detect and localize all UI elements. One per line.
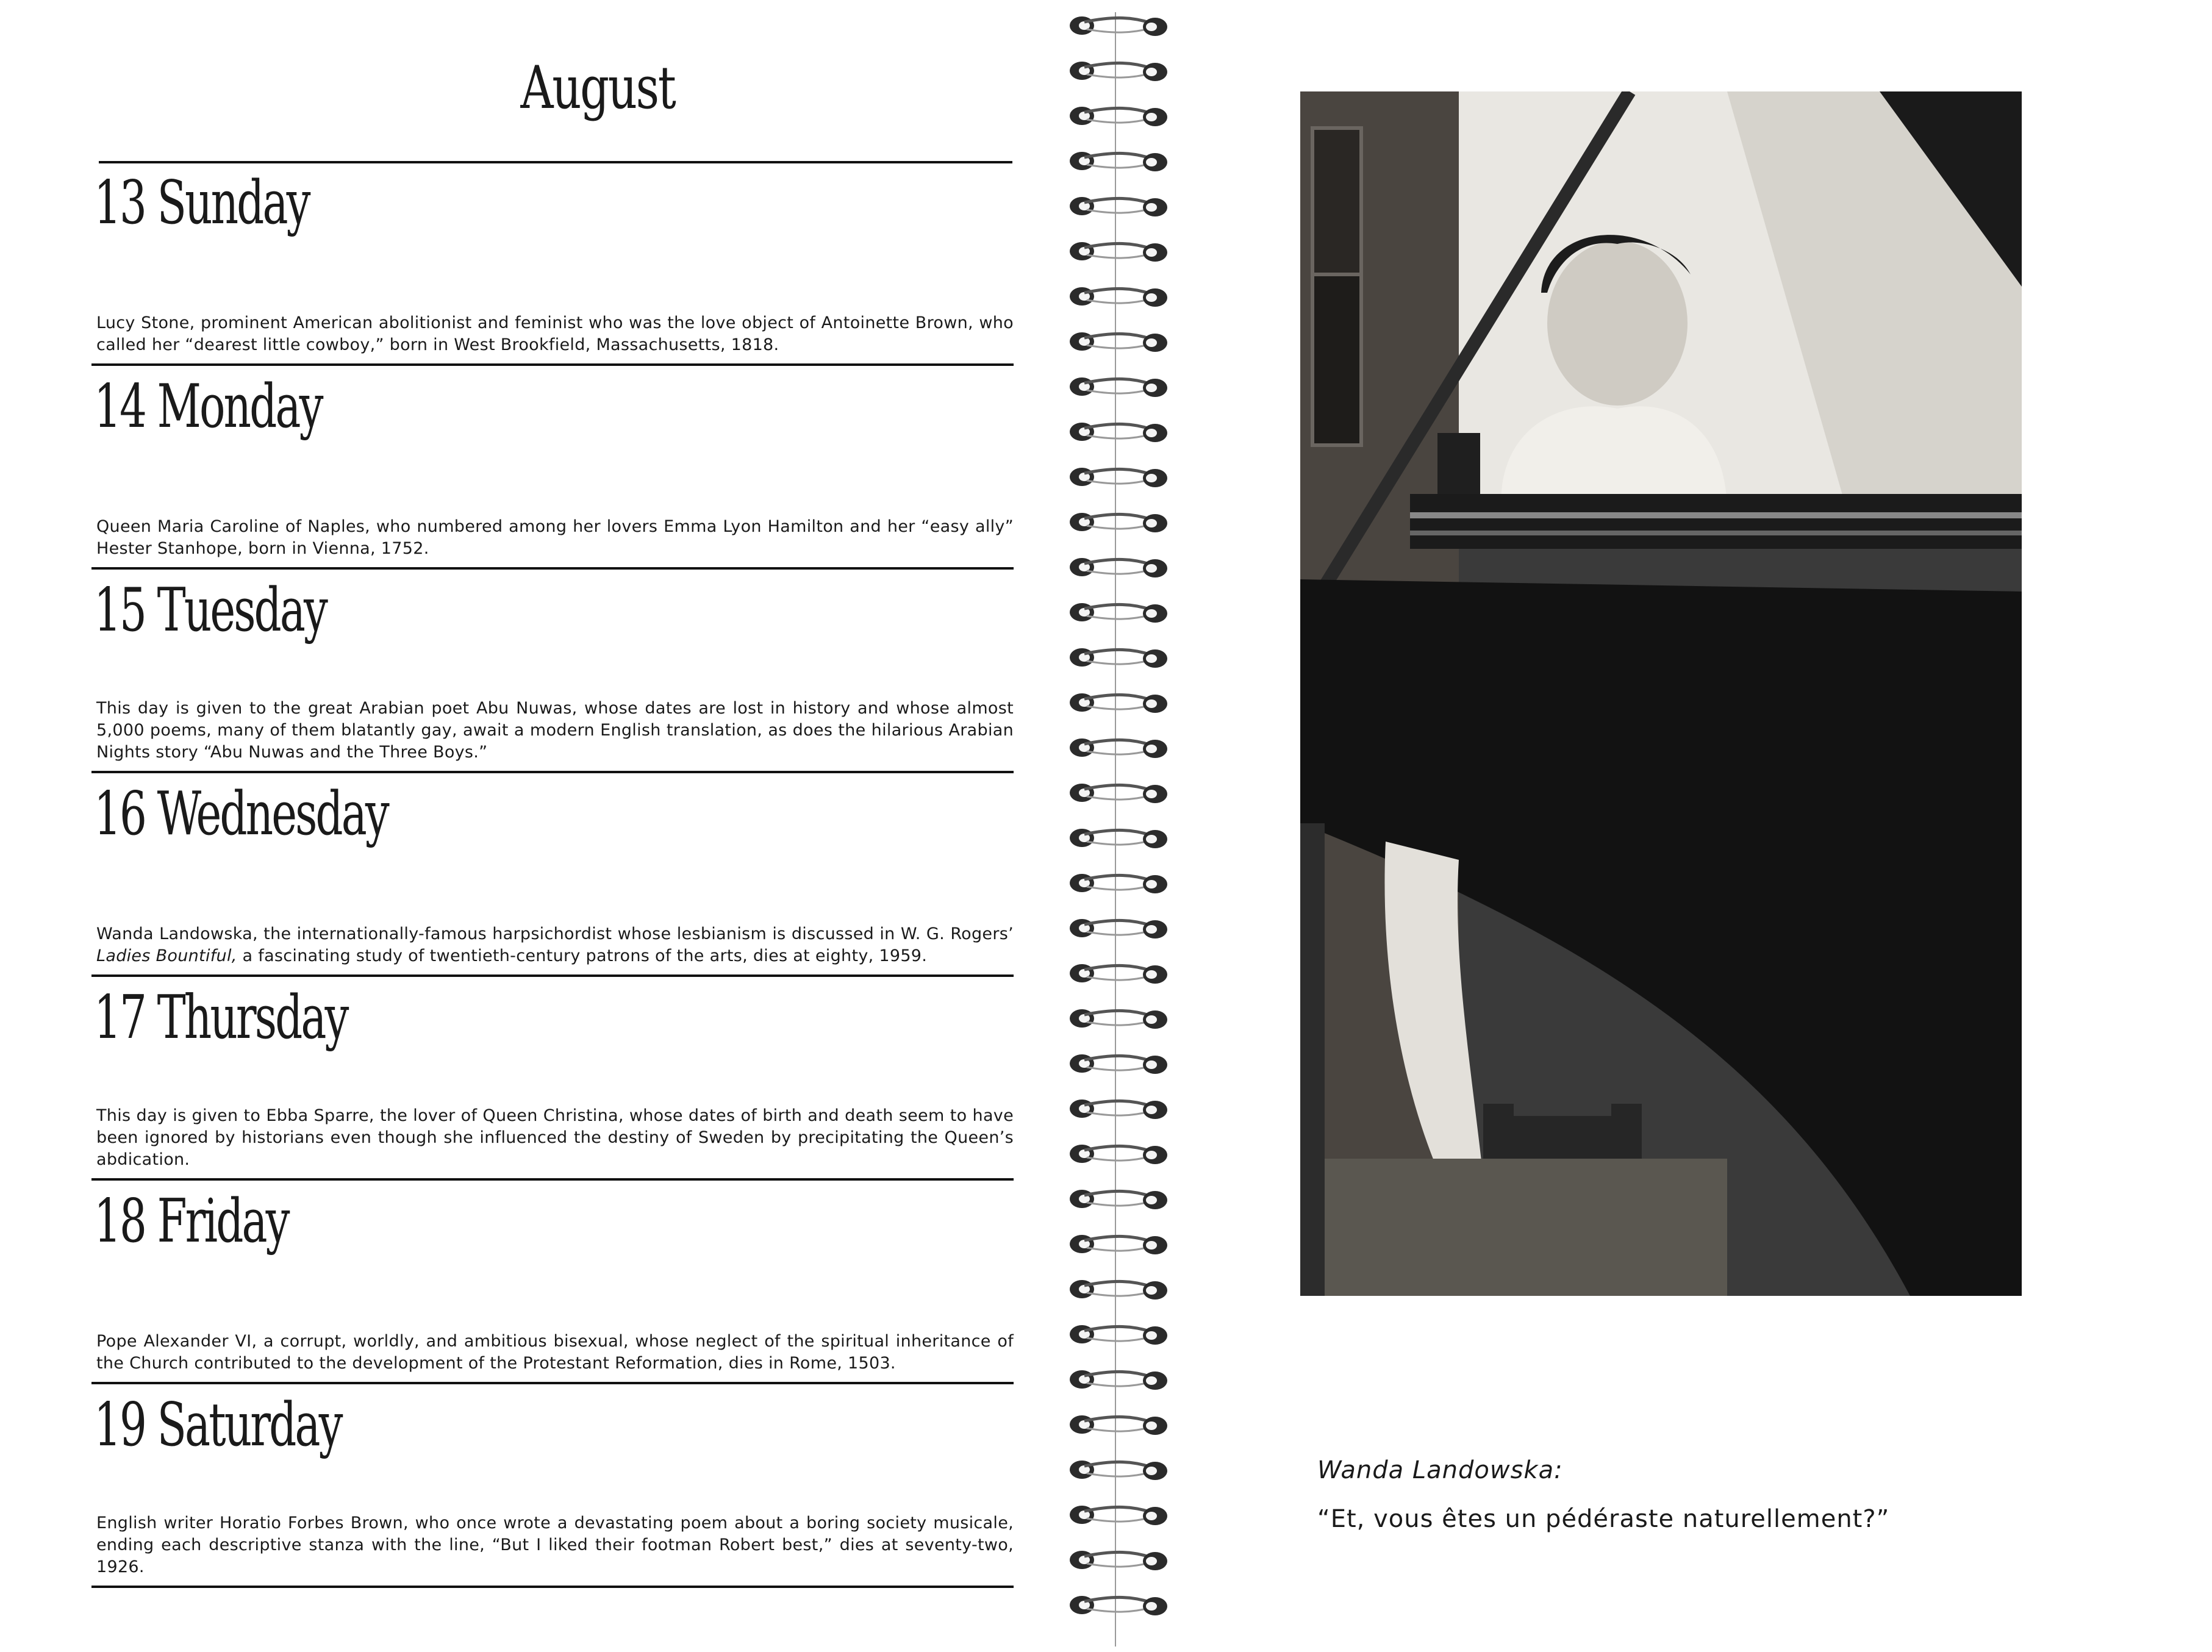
spiral-coil bbox=[1070, 16, 1167, 36]
spiral-coil bbox=[1070, 287, 1167, 307]
spiral-coil bbox=[1070, 693, 1167, 713]
day-title: 13 Sunday bbox=[94, 168, 309, 238]
spiral-coil bbox=[1070, 603, 1167, 623]
day-entry-17 bbox=[91, 977, 1014, 1181]
spiral-coil bbox=[1070, 1235, 1167, 1254]
day-title: 16 Wednesday bbox=[94, 779, 388, 849]
spiral-coil bbox=[1070, 423, 1167, 442]
spiral-coil bbox=[1070, 1596, 1167, 1615]
spiral-coil bbox=[1070, 197, 1167, 216]
spiral-coil bbox=[1070, 919, 1167, 939]
spiral-coil bbox=[1070, 874, 1167, 893]
spiral-coil bbox=[1070, 1054, 1167, 1074]
day-rule bbox=[91, 1586, 1014, 1588]
day-entry-13 bbox=[91, 162, 1014, 366]
month-heading: August bbox=[520, 54, 675, 122]
spiral-coil bbox=[1070, 332, 1167, 352]
spiral-coil bbox=[1070, 964, 1167, 984]
day-note-text: a fascinating study of twentieth-century patrons of the arts, dies at eighty, 1959. bbox=[237, 946, 928, 965]
spiral-binding bbox=[1060, 12, 1173, 1647]
day-note: Queen Maria Caroline of Naples, who numbered among her lovers Emma Lyon Hamilton and her “easy ally” Hester Stanhope, born in Vienna, 1752. bbox=[96, 517, 1014, 558]
spiral-coil bbox=[1070, 1100, 1167, 1119]
spiral-coil bbox=[1070, 377, 1167, 397]
spiral-coil bbox=[1070, 1370, 1167, 1390]
day-title: 14 Monday bbox=[94, 372, 322, 442]
spiral-coil bbox=[1070, 1145, 1167, 1164]
day-entry-19 bbox=[91, 1384, 1014, 1588]
spiral-coil bbox=[1070, 152, 1167, 171]
day-title: 19 Saturday bbox=[94, 1390, 342, 1460]
spiral-coil bbox=[1070, 1190, 1167, 1209]
spiral-coil bbox=[1070, 558, 1167, 577]
spiral-coil bbox=[1070, 1551, 1167, 1570]
day-note: Pope Alexander VI, a corrupt, worldly, and ambitious bisexual, whose neglect of the spiritual inheritance of the Church contributed to the development of the Protestant Reformation, dies in Rome, 1503. bbox=[96, 1332, 1014, 1373]
spiral-coil bbox=[1070, 1325, 1167, 1345]
day-entry-14 bbox=[91, 366, 1014, 570]
book-title: Ladies Bountiful, bbox=[96, 946, 237, 965]
spiral-coil bbox=[1070, 1009, 1167, 1029]
day-note: English writer Horatio Forbes Brown, who once wrote a devastating poem about a boring society musicale, ending each descriptive stanza with the line, “But I liked their footman Robert best,” dies at seventy-two, 1926. bbox=[96, 1514, 1014, 1576]
spiral-coil bbox=[1070, 468, 1167, 487]
spiral-coil bbox=[1070, 829, 1167, 848]
spiral-coil bbox=[1070, 1461, 1167, 1480]
day-note: This day is given to Ebba Sparre, the lover of Queen Christina, whose dates of birth and death seem to have been ignored by historians even though she influenced the destiny of Sweden by precipitating the Queen’s abdication. bbox=[96, 1106, 1014, 1169]
spiral-coil bbox=[1070, 107, 1167, 126]
caption-name: Wanda Landowska: bbox=[1317, 1456, 1563, 1484]
day-note: This day is given to the great Arabian poet Abu Nuwas, whose dates are lost in history and whose almost 5,000 poems, many of them blatantly gay, await a modern English translation, as does the hilarious Arabian Nights story “Abu Nuwas and the Three Boys.” bbox=[96, 699, 1014, 762]
day-note: Lucy Stone, prominent American abolitionist and feminist who was the love object of Antoinette Brown, who called her “dearest little cowboy,” born in West Brookfield, Massachusetts, 1818. bbox=[96, 313, 1014, 354]
right-page bbox=[1195, 0, 2212, 1652]
spiral-coil bbox=[1070, 1415, 1167, 1435]
day-title: 17 Thursday bbox=[94, 983, 348, 1053]
day-entry-18 bbox=[91, 1181, 1014, 1384]
day-entry-16 bbox=[91, 773, 1014, 977]
harpsichordist-photo bbox=[1300, 91, 2022, 1296]
spiral-coil bbox=[1070, 784, 1167, 803]
spiral-coil bbox=[1070, 1506, 1167, 1525]
spiral-coil bbox=[1070, 513, 1167, 532]
day-title: 15 Tuesday bbox=[94, 576, 326, 645]
day-entry-15 bbox=[91, 570, 1014, 773]
left-page bbox=[0, 0, 1049, 1652]
spiral-coil bbox=[1070, 648, 1167, 668]
spiral-coil bbox=[1070, 62, 1167, 81]
caption-quote: “Et, vous êtes un pédéraste naturellement?” bbox=[1317, 1505, 1890, 1533]
spiral-coil bbox=[1070, 1280, 1167, 1300]
day-title: 18 Friday bbox=[94, 1187, 288, 1256]
day-note-text: Wanda Landowska, the internationally-famous harpsichordist whose lesbianism is discussed in W. G. Rogers’ bbox=[96, 924, 1014, 943]
day-note bbox=[96, 923, 1014, 967]
spiral-coil bbox=[1070, 242, 1167, 262]
spiral-coil bbox=[1070, 738, 1167, 758]
